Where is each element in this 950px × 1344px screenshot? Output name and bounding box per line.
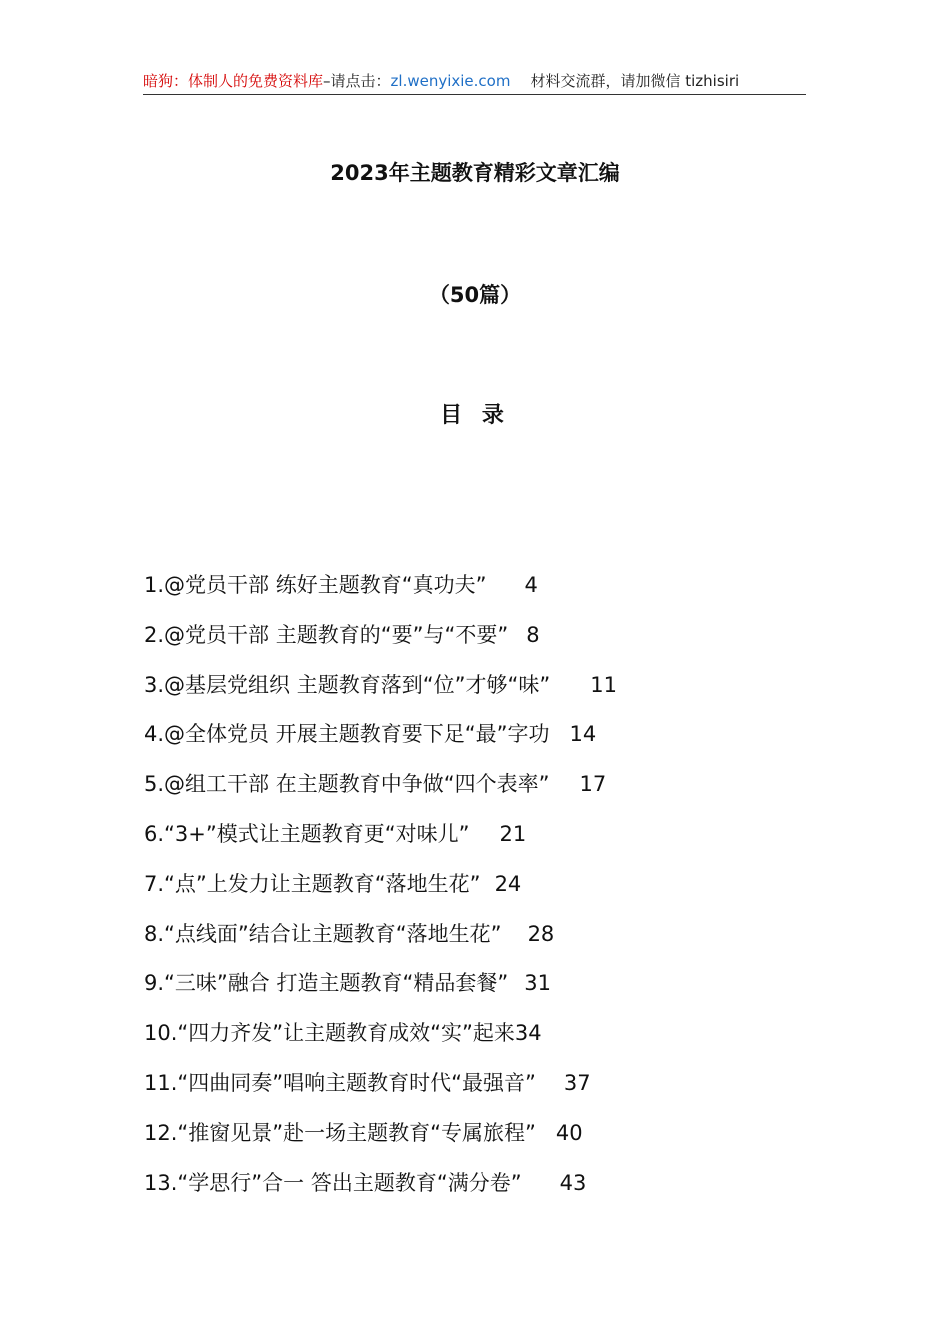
toc-item-page: 21 bbox=[499, 821, 527, 846]
toc-item-page: 37 bbox=[563, 1070, 591, 1095]
toc-item[interactable] bbox=[144, 569, 844, 619]
toc-item-title: 11.“四曲同奏”唱响主题教育时代“最强音” bbox=[144, 1070, 536, 1095]
toc-item-title: 10.“四力齐发”让主题教育成效“实”起来 bbox=[144, 1021, 515, 1046]
toc-item[interactable] bbox=[144, 818, 844, 868]
toc-item[interactable] bbox=[144, 1167, 844, 1217]
toc-item-title: 2.@党员干部 主题教育的“要”与“不要” bbox=[144, 622, 509, 647]
toc-item-title: 7.“点”上发力让主题教育“落地生花” bbox=[144, 871, 481, 896]
header-separator: –请点击： bbox=[323, 72, 391, 90]
toc-item-title: 1.@党员干部 练好主题教育“真功夫” bbox=[144, 573, 487, 597]
document-subtitle: （50篇） bbox=[428, 283, 522, 307]
toc-item-title: 8.“点线面”结合让主题教育“落地生花” bbox=[144, 921, 502, 946]
toc-item-page: 14 bbox=[569, 722, 597, 747]
toc-item-title: 3.@基层党组织 主题教育落到“位”才够“味” bbox=[144, 672, 551, 697]
toc-item-page: 11 bbox=[590, 672, 617, 697]
toc-item-page: 4 bbox=[524, 573, 538, 597]
toc-heading: 目 录 bbox=[440, 403, 510, 428]
toc-item-title: 6.“3+”模式让主题教育更“对味儿” bbox=[144, 821, 470, 846]
toc-item[interactable] bbox=[144, 768, 844, 818]
header-link[interactable]: zl.wenyixie.com bbox=[390, 72, 511, 90]
toc-item[interactable] bbox=[144, 619, 844, 669]
toc-item[interactable] bbox=[144, 718, 844, 768]
header-brand: 暗狗：体制人的免费资料库 bbox=[143, 72, 324, 90]
toc-item-title: 5.@组工干部 在主题教育中争做“四个表率” bbox=[144, 772, 550, 797]
toc-list bbox=[144, 569, 844, 1216]
toc-item-title: 4.@全体党员 开展主题教育要下足“最”字功 bbox=[144, 722, 550, 747]
toc-item-page: 8 bbox=[526, 622, 540, 647]
toc-item[interactable] bbox=[144, 1017, 844, 1067]
toc-item[interactable] bbox=[144, 1117, 844, 1167]
toc-item-page: 28 bbox=[527, 921, 555, 946]
toc-item[interactable] bbox=[144, 669, 844, 719]
toc-item[interactable] bbox=[144, 918, 844, 968]
toc-item-page: 43 bbox=[559, 1170, 587, 1195]
header-extra: 材料交流群，请加微信 tizhisiri bbox=[530, 72, 740, 90]
toc-item-title: 13.“学思行”合一 答出主题教育“满分卷” bbox=[144, 1170, 522, 1195]
toc-item-page: 34 bbox=[514, 1021, 542, 1046]
toc-item-page: 17 bbox=[579, 772, 607, 797]
toc-item[interactable] bbox=[144, 868, 844, 918]
toc-item-page: 40 bbox=[555, 1120, 583, 1145]
toc-item-title: 12.“推窗见景”赴一场主题教育“专属旅程” bbox=[144, 1120, 536, 1145]
toc-item[interactable] bbox=[144, 1067, 844, 1117]
page-header bbox=[143, 68, 806, 95]
toc-item-page: 24 bbox=[494, 871, 522, 896]
document-title: 2023年主题教育精彩文章汇编 bbox=[330, 161, 620, 185]
toc-item-page: 31 bbox=[524, 971, 551, 996]
toc-item-title: 9.“三味”融合 打造主题教育“精品套餐” bbox=[144, 971, 509, 996]
toc-item[interactable] bbox=[144, 967, 844, 1017]
